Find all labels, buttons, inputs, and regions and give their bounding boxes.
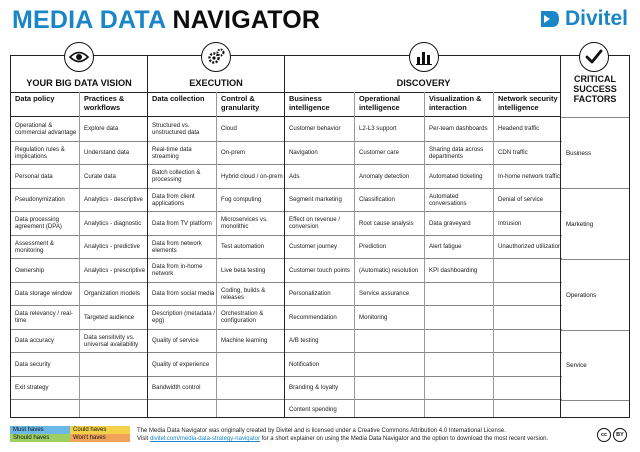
title-part-media-data: MEDIA DATA [12, 6, 166, 34]
operational-intelligence-item: (Automatic) resolution [355, 258, 424, 282]
data-policy-item: Regulation rules & implications [11, 141, 79, 165]
legend-could-haves: Could haves [70, 426, 130, 434]
network-security-empty [494, 399, 562, 418]
visualization-empty [425, 329, 493, 353]
data-policy-item: Data accuracy [11, 329, 79, 353]
visualization-item: Data graveyard [425, 211, 493, 235]
network-security-item: Intrusion [494, 211, 562, 235]
category-discovery: DISCOVERY [396, 78, 451, 88]
column-header-operational-intelligence: Operational intelligence [359, 94, 401, 112]
data-policy-item: Assessment & monitoring [11, 235, 79, 259]
brand-name: Divitel [564, 7, 628, 30]
visualization-empty [425, 352, 493, 376]
cc-icon: cc [597, 428, 611, 442]
business-intelligence-item: Segment marketing [285, 188, 354, 212]
operational-empty [355, 329, 424, 353]
category-vision: YOUR BIG DATA VISION [26, 78, 132, 88]
column-header-data-policy: Data policy [15, 94, 55, 103]
csf-empty [561, 400, 629, 417]
practices-empty [80, 376, 147, 400]
control-item: On-prem [217, 141, 284, 165]
business-intelligence-item: Branding & loyalty [285, 376, 354, 400]
data-collection-item: Data from network elements [148, 235, 216, 259]
category-csf: CRITICAL SUCCESS FACTORS [573, 74, 617, 104]
visualization-item: Automated conversations [425, 188, 493, 212]
data-collection-empty [148, 399, 216, 418]
data-collection-item: Quality of service [148, 329, 216, 353]
network-security-item: Headend traffic [498, 125, 540, 133]
business-intelligence-item: Ads [285, 164, 354, 188]
practices-item: Understand data [80, 141, 147, 165]
data-collection-item: Description (metadata / epg) [148, 305, 216, 329]
data-policy-item: Ownership [11, 258, 79, 282]
practices-item: Analytics - diagnostic [80, 211, 147, 235]
csf-item: Operations [561, 259, 629, 330]
creative-commons-badge [597, 428, 627, 442]
control-item: Machine learning [217, 329, 284, 353]
business-intelligence-item: Personalization [285, 282, 354, 306]
critical-success-factors-panel [560, 55, 630, 418]
divitel-logo [539, 7, 628, 31]
category-execution: EXECUTION [189, 78, 243, 88]
business-intelligence-item: Notification [285, 352, 354, 376]
data-policy-empty [11, 399, 79, 418]
control-item: Orchestration & configuration [217, 305, 284, 329]
control-item: Fog computing [217, 188, 284, 212]
practices-item: Explore data [84, 125, 119, 133]
operational-intelligence-item: L2-L3 support [359, 125, 397, 133]
csf-item: Business [561, 117, 629, 188]
control-item: Coding, builds & releases [217, 282, 284, 306]
by-icon: BY [613, 428, 627, 442]
data-policy-item: Personal data [11, 164, 79, 188]
data-collection-item: Batch collection & processing [148, 164, 216, 188]
data-policy-item: Pseudonymization [11, 188, 79, 212]
control-item: Test automation [217, 235, 284, 259]
visualization-empty [425, 399, 493, 418]
network-security-item: Unauthorized utilization [494, 235, 562, 259]
data-collection-item: Data from social media [148, 282, 216, 306]
business-intelligence-item: Navigation [285, 141, 354, 165]
data-policy-item: Data security [11, 352, 79, 376]
data-policy-item: Operational & commercial advantage [15, 121, 77, 136]
data-collection-item: Quality of experience [148, 352, 216, 376]
checkmark-icon [579, 42, 609, 72]
column-header-business-intelligence: Business intelligence [289, 94, 330, 112]
network-security-item: CDN traffic [494, 141, 562, 165]
visualization-empty [425, 305, 493, 329]
operational-empty [355, 376, 424, 400]
business-intelligence-item: Content spending [285, 399, 354, 418]
column-header-network-security: Network security intelligence [498, 94, 558, 112]
bar-chart-icon [409, 42, 439, 72]
navigator-grid [10, 55, 561, 418]
legend-wont-haves: Won't haves [70, 434, 130, 442]
license-text [137, 427, 548, 443]
network-security-empty [494, 329, 562, 353]
title-part-navigator: NAVIGATOR [172, 6, 321, 34]
eye-icon [64, 42, 94, 72]
visualization-item: Automated ticketing [425, 164, 493, 188]
legend-should-haves: Should haves [10, 434, 70, 442]
visualization-item: Per-team dashboards [429, 125, 488, 133]
legend-must-haves: Must haves [10, 426, 70, 434]
practices-item: Analytics - prescriptive [80, 258, 147, 282]
practices-item: Analytics - predictive [80, 235, 147, 259]
column-header-practices: Practices & workflows [84, 94, 125, 112]
network-security-empty [494, 258, 562, 282]
practices-empty [80, 352, 147, 376]
page-title [12, 6, 320, 35]
data-collection-item: Data from TV platform [148, 211, 216, 235]
network-security-item: Denial of service [494, 188, 562, 212]
business-intelligence-item: Customer behavior [289, 125, 341, 133]
visualization-item: KPI dashboarding [425, 258, 493, 282]
operational-intelligence-item: Customer care [355, 141, 424, 165]
business-intelligence-item: Effect on revenue / conversion [285, 211, 354, 235]
column-header-visualization: Visualization & interaction [429, 94, 482, 112]
network-security-empty [494, 305, 562, 329]
column-header-control: Control & granularity [221, 94, 260, 112]
operational-intelligence-item: Monitoring [355, 305, 424, 329]
gears-icon [201, 42, 231, 72]
business-intelligence-item: Customer touch points [285, 258, 354, 282]
data-policy-item: Data storage window [11, 282, 79, 306]
practices-item: Data sensitivity vs. universal availability [80, 329, 147, 353]
visit-suffix: for a short explainer on using the Media Data Navigator and the option to download the most recent version. [261, 436, 549, 442]
visualization-item: Alert fatigue [425, 235, 493, 259]
practices-item: Targeted audience [80, 305, 147, 329]
visualization-empty [425, 282, 493, 306]
data-collection-item: Data from client applications [148, 188, 216, 212]
data-policy-item: Data processing agreement (DPA) [11, 211, 79, 235]
operational-intelligence-item: Service assurance [355, 282, 424, 306]
network-security-empty [494, 282, 562, 306]
visit-prefix: Visit [137, 436, 149, 442]
data-collection-item: Structured vs. unstructured data [152, 121, 200, 136]
data-collection-item: Data from in-home network [148, 258, 216, 282]
practices-item: Curate data [80, 164, 147, 188]
operational-intelligence-item: Classification [355, 188, 424, 212]
visit-line [137, 435, 548, 443]
practices-item: Organization models [80, 282, 147, 306]
operational-empty [355, 399, 424, 418]
network-security-item: In-home network traffic [494, 164, 562, 188]
operational-intelligence-item: Root cause analysis [355, 211, 424, 235]
practices-item: Analytics - descriptive [80, 188, 147, 212]
operational-intelligence-item: Prediction [355, 235, 424, 259]
business-intelligence-item: Recommendation [285, 305, 354, 329]
data-collection-item: Real-time data streaming [148, 141, 216, 165]
visualization-item: Sharing data across departments [425, 141, 493, 165]
control-item: Hybrid cloud / on-prem [217, 164, 284, 188]
control-item: Live beta testing [217, 258, 284, 282]
data-collection-item: Bandwidth control [148, 376, 216, 400]
data-policy-item: Exit strategy [11, 376, 79, 400]
operational-empty [355, 352, 424, 376]
control-empty [217, 352, 284, 376]
control-empty [217, 376, 284, 400]
business-intelligence-item: A/B testing [285, 329, 354, 353]
practices-empty [80, 399, 147, 418]
data-policy-item: Data relevancy / real-time [11, 305, 79, 329]
control-item: Microservices vs. monolithic [217, 211, 284, 235]
network-security-empty [494, 352, 562, 376]
business-intelligence-item: Customer journey [285, 235, 354, 259]
license-line: The Media Data Navigator was originally created by Divitel and is licensed under a Creative Commons Attribution 4.0 International License. [137, 428, 506, 434]
navigator-link[interactable]: divitel.com/media-data-strategy-navigator [149, 436, 260, 442]
csf-item: Marketing [561, 188, 629, 259]
footer [10, 426, 630, 448]
control-empty [217, 399, 284, 418]
divitel-logo-mark-icon [539, 9, 561, 29]
column-header-data-collection: Data collection [152, 94, 205, 103]
visualization-empty [425, 376, 493, 400]
network-security-empty [494, 376, 562, 400]
operational-intelligence-item: Anomaly detection [355, 164, 424, 188]
csf-item: Service [561, 330, 629, 400]
control-item: Cloud [221, 125, 237, 133]
